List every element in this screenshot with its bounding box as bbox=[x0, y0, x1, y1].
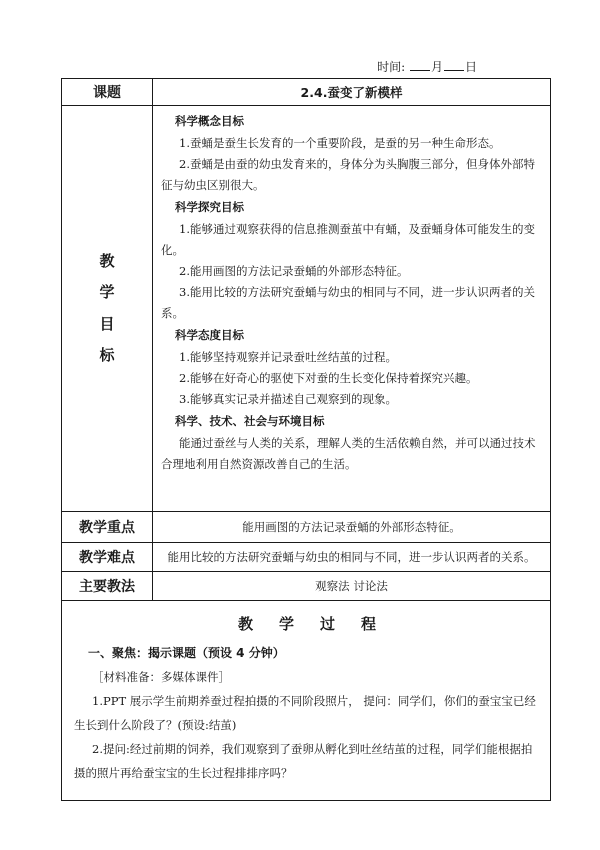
lesson-plan-table bbox=[61, 78, 551, 801]
topic-row bbox=[62, 79, 551, 106]
goal-item: 能通过蚕丝与人类的关系，理解人类的生活依赖自然，并可以通过技术合理地利用自然资源改善自己的生活。 bbox=[161, 436, 536, 471]
goal-item: 1.蚕蛹是蚕生长发育的一个重要阶段，是蚕的另一种生命形态。 bbox=[179, 136, 501, 150]
goals-label bbox=[62, 106, 153, 512]
goal-item: 3.能够真实记录并描述自己观察到的现象。 bbox=[179, 392, 397, 406]
process-title: 教学过程 bbox=[237, 615, 402, 633]
goal-heading-attitude: 科学态度目标 bbox=[175, 328, 244, 342]
goal-item: 2.能够在好奇心的驱使下对蚕的生长变化保持着探究兴趣。 bbox=[179, 371, 478, 385]
goal-item: 3.能用比较的方法研究蚕蛹与幼虫的相同与不同，进一步认识两者的关系。 bbox=[161, 285, 535, 320]
key-point-row bbox=[62, 512, 551, 543]
difficulty-row bbox=[62, 543, 551, 572]
process-line: ［材料准备：多媒体课件］ bbox=[92, 670, 230, 684]
methods-row bbox=[62, 572, 551, 601]
methods-value: 观察法 讨论法 bbox=[153, 572, 551, 601]
process-row bbox=[62, 601, 551, 801]
goal-heading-inquiry: 科学探究目标 bbox=[175, 200, 244, 214]
goal-heading-stse: 科学、技术、社会与环境目标 bbox=[175, 414, 325, 428]
methods-label: 主要教法 bbox=[62, 572, 153, 601]
topic-value: 2.4.蚕变了新模样 bbox=[153, 79, 551, 106]
goal-item: 1.能够坚持观察并记录蚕吐丝结茧的过程。 bbox=[179, 350, 397, 364]
difficulty-value: 能用比较的方法研究蚕蛹与幼虫的相同与不同，进一步认识两者的关系。 bbox=[153, 543, 551, 572]
goal-item: 2.能用画图的方法记录蚕蛹的外部形态特征。 bbox=[179, 264, 409, 278]
month-label: 月 bbox=[430, 60, 443, 74]
process-line: 1.PPT 展示学生前期养蚕过程拍摄的不同阶段照片， 提问：同学们，你们的蚕宝宝已经生长到什么阶段了？(预设:结茧) bbox=[74, 694, 536, 732]
goal-heading-concept: 科学概念目标 bbox=[175, 114, 244, 128]
difficulty-label: 教学难点 bbox=[62, 543, 153, 572]
goals-label-char: 标 bbox=[99, 346, 115, 364]
goals-label-char: 教 bbox=[99, 251, 115, 270]
process-line: 2.提问:经过前期的饲养，我们观察到了蚕卵从孵化到吐丝结茧的过程，同学们能根据拍摄的照片再给蚕宝宝的生长过程排排序吗？ bbox=[74, 742, 533, 780]
goal-item: 1.能够通过观察获得的信息推测蚕茧中有蛹，及蚕蛹身体可能发生的变化。 bbox=[161, 222, 535, 257]
process-content bbox=[62, 601, 551, 801]
goals-row bbox=[62, 106, 551, 512]
topic-label: 课题 bbox=[62, 79, 153, 106]
day-blank bbox=[444, 70, 464, 71]
goals-content bbox=[153, 106, 551, 512]
date-line bbox=[377, 58, 477, 75]
key-point-value: 能用画图的方法记录蚕蛹的外部形态特征。 bbox=[153, 512, 551, 543]
day-label: 日 bbox=[464, 60, 477, 74]
key-point-label: 教学重点 bbox=[62, 512, 153, 543]
goal-item: 2.蚕蛹是由蚕的幼虫发育来的，身体分为头胸腹三部分，但身体外部特征与幼虫区别很大。 bbox=[161, 157, 535, 192]
date-label: 时间: bbox=[377, 60, 406, 74]
goals-label-char: 目 bbox=[99, 314, 115, 333]
goals-label-char: 学 bbox=[99, 283, 115, 301]
month-blank bbox=[410, 70, 430, 71]
process-section-heading: 一、聚焦：揭示课题（预设 4 分钟） bbox=[88, 646, 285, 660]
